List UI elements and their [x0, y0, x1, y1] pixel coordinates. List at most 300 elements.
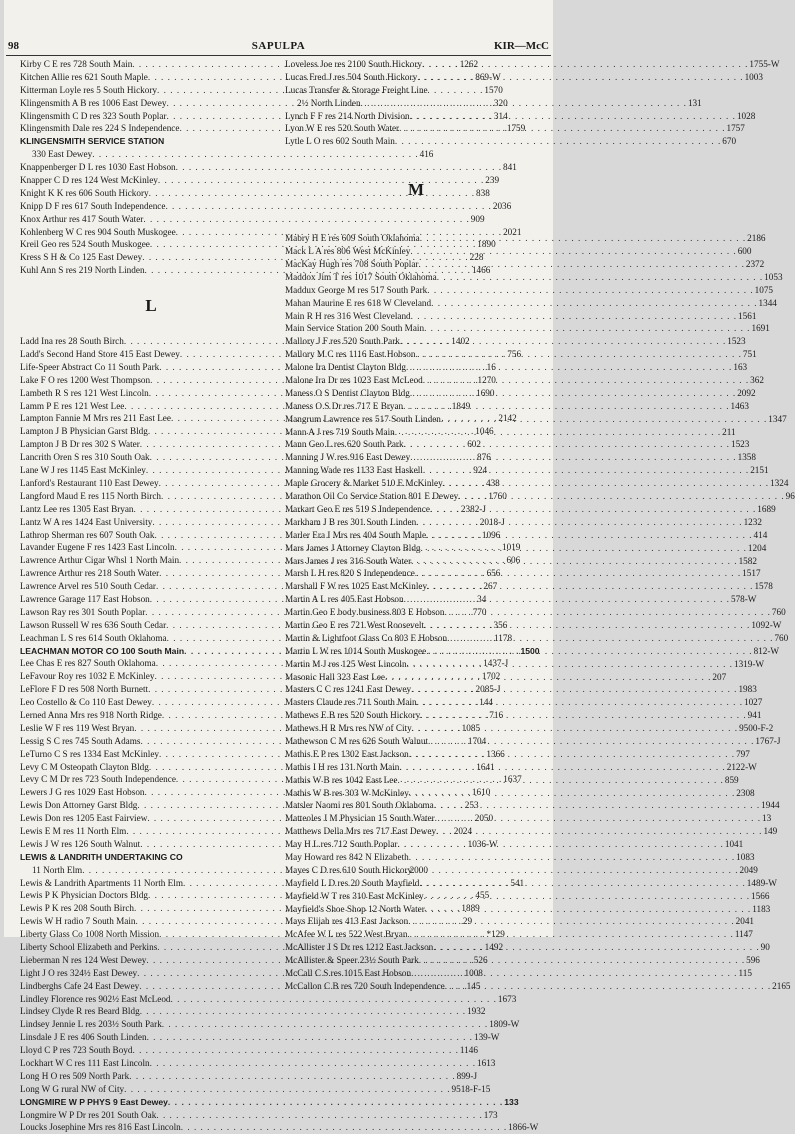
phone-number: 1613 — [477, 1058, 496, 1069]
directory-entry — [20, 1057, 496, 1070]
entry-name: Long W G rural NW of City — [20, 1083, 125, 1094]
entry-name: Lewis W H radio 7 South Main — [20, 916, 136, 927]
entry-name: Masters C C res 1241 East Dewey — [285, 684, 412, 695]
phone-number: 13 — [762, 813, 772, 824]
entry-name: Levy C M Osteopath Clayton Bldg — [20, 761, 149, 772]
entry-name: Kirby C E res 728 South Main — [20, 59, 133, 69]
directory-entry — [285, 864, 758, 877]
entry-name: KLINGENSMITH SERVICE STATION — [20, 136, 165, 147]
leader-dots — [385, 671, 711, 684]
leader-dots — [124, 1083, 450, 1096]
entry-name: Lane W J res 1145 East McKinley — [20, 465, 146, 476]
phone-number: 1755-W — [749, 59, 780, 69]
leader-dots — [424, 619, 750, 632]
leader-dots — [132, 1044, 458, 1057]
directory-entry — [285, 322, 770, 335]
entry-name: Lampton Fannie M Mrs res 211 East Lee — [20, 413, 171, 424]
entry-name: Lessig S C res 745 South Adams — [20, 735, 141, 746]
directory-entry — [285, 245, 752, 258]
leader-dots — [399, 761, 725, 774]
phone-number: 416 — [419, 149, 434, 160]
phone-number: 1889 — [461, 903, 480, 914]
leader-dots — [424, 890, 750, 903]
leader-dots — [418, 258, 744, 271]
phone-number: 1402 — [451, 336, 470, 347]
entry-name: Leachman L S res 614 South Oklahoma — [20, 632, 167, 643]
entry-name: Maple Grocery & Market 510 E McKinley — [285, 478, 443, 489]
entry-name: Mann A J res 719 South Main — [285, 426, 395, 437]
phone-number: 1183 — [752, 903, 771, 914]
entry-name: Kress S H & Co 125 East Dewey — [20, 252, 143, 263]
phone-number: 1759 — [506, 123, 526, 134]
phone-number: 2085-J — [475, 684, 501, 695]
entry-name: Loucks Josephine Mrs res 816 East Lincoln — [20, 1122, 181, 1133]
directory-entry — [285, 593, 757, 606]
page-header — [4, 40, 553, 56]
entry-name: Mathis W B res 303 W McKinley — [285, 787, 409, 798]
phone-number: 2186 — [747, 233, 766, 244]
phone-number: 1983 — [738, 684, 757, 695]
phone-number: 1270 — [477, 374, 496, 385]
right-column — [285, 58, 795, 993]
phone-number: 1046 — [475, 426, 494, 437]
phone-number: 909 — [470, 213, 485, 224]
phone-number: 1523 — [730, 439, 750, 450]
phone-number: 1324 — [770, 478, 789, 489]
entry-name: Klingensmith A B res 1006 East Dewey — [20, 97, 167, 108]
entry-name: Knox Arthur res 417 South Water — [20, 213, 144, 224]
entry-name: Mays Elijah res 413 East Jackson — [285, 916, 409, 927]
phone-number: 1358 — [737, 452, 756, 463]
phone-number: 600 — [737, 246, 752, 257]
entry-name: Lewis J W res 126 South Walnut — [20, 838, 141, 849]
entry-name: Ladd's Second Hand Store 415 East Dewey — [20, 349, 180, 360]
phone-number: 455 — [475, 890, 490, 901]
directory-entry — [285, 387, 756, 400]
phone-number: 90 — [760, 942, 770, 953]
entry-name: Marshall F W res 1025 East McKinley — [285, 581, 428, 592]
directory-entry — [20, 851, 282, 864]
directory-entry — [285, 284, 773, 297]
entry-name: Mathis E P res 1302 East Jackson — [285, 748, 409, 759]
phone-number: 1262 — [459, 59, 479, 69]
phone-number: 207 — [712, 671, 727, 682]
directory-entry — [285, 645, 780, 658]
directory-entry — [285, 903, 771, 916]
entry-name: Lytle L O res 602 South Main — [285, 136, 395, 147]
phone-number: 211 — [722, 426, 736, 437]
page-number: 98 — [8, 40, 19, 52]
phone-number: 1637 — [503, 774, 522, 785]
phone-number: 34 — [477, 593, 487, 604]
entry-name: Mathews H R Mrs res NW of City — [285, 723, 412, 734]
entry-name: Lavander Eugene F res 1423 East Lincoln — [20, 542, 175, 553]
phone-number: 163 — [733, 362, 748, 373]
phone-number: 2021 — [503, 226, 522, 237]
leader-dots — [420, 709, 746, 722]
phone-number: 541 — [510, 877, 525, 888]
leader-dots — [422, 58, 748, 71]
entry-name: Mayfield's Shoe Shop 12 North Water — [285, 903, 425, 914]
phone-number: 356 — [493, 619, 508, 630]
leader-dots — [171, 993, 497, 1006]
entry-name: Lindsey Clyde R res Beard Bldg — [20, 1006, 140, 1017]
phone-number: 1849 — [451, 400, 471, 411]
leader-dots — [410, 387, 736, 400]
entry-name: Kuhl Ann S res 219 North Linden — [20, 265, 145, 276]
entry-name: 11 North Elm — [32, 864, 83, 875]
phone-number: 2050 — [474, 813, 494, 824]
directory-entry — [285, 451, 756, 464]
entry-name: Lawrence Arthur Cigar Whsl 1 North Main — [20, 555, 180, 566]
phone-number: 1463 — [730, 400, 749, 411]
phone-number: 9500-F-2 — [739, 723, 774, 734]
directory-entry — [285, 555, 757, 568]
leader-dots — [410, 451, 736, 464]
entry-name: Long H O res 509 North Park — [20, 1070, 130, 1081]
directory-entry — [285, 722, 774, 735]
entry-name: Lancrith Oren S res 310 South Oak — [20, 452, 150, 463]
entry-name: Knapper C D res 124 West McKinley — [20, 175, 158, 186]
leader-dots — [426, 529, 752, 542]
entry-name: Lanford's Restaurant 110 East Dewey — [20, 477, 159, 488]
phone-number: 876 — [477, 452, 491, 463]
leader-dots — [415, 567, 741, 580]
entry-name: McAllister & Speer 23½ South Park — [285, 955, 419, 966]
phone-number: 1232 — [743, 516, 762, 527]
entry-name: Main Service Station 200 South Main — [285, 323, 425, 334]
entry-name: Lewis & Landrith Apartments 11 North Elm — [20, 877, 183, 888]
entry-name: Leslie W F res 119 West Bryan — [20, 722, 135, 733]
directory-entry — [285, 812, 772, 825]
leader-dots — [423, 464, 749, 477]
phone-number: 1523 — [727, 336, 746, 347]
directory-entry — [20, 200, 512, 213]
entry-name: Markham J B res 301 South Linden — [285, 516, 417, 527]
phone-number: 1028 — [736, 110, 756, 121]
phone-number: 1866-W — [508, 1122, 539, 1133]
leader-dots — [427, 580, 753, 593]
entry-name: Lantz W A res 1424 East University — [20, 516, 153, 527]
entry-name: Matsler Naomi res 801 South Oklahoma — [285, 800, 434, 811]
phone-number: 2382-J — [460, 503, 486, 514]
phone-number: 253 — [464, 800, 479, 811]
phone-number: 1944 — [761, 800, 780, 811]
entry-name: Mallory M C res 1116 East Hobson — [285, 349, 416, 360]
leader-dots — [426, 645, 752, 658]
leader-dots — [436, 825, 762, 838]
phone-number: 173 — [483, 1109, 498, 1120]
directory-entry — [285, 928, 753, 941]
phone-number: 596 — [746, 955, 760, 966]
phone-number: 1492 — [484, 942, 504, 952]
phone-number: 1036-W — [467, 838, 498, 849]
entry-name: Lucas Transfer & Storage Freight Line — [285, 84, 428, 95]
entry-name: Lawrence Arthur res 218 South Water — [20, 568, 160, 579]
directory-entry — [20, 148, 434, 161]
phone-number: 1019 — [502, 542, 521, 553]
directory-entry — [285, 426, 736, 439]
leader-dots — [435, 812, 761, 825]
leader-dots — [437, 271, 763, 284]
entry-name: Lynch F F res 214 North Division — [285, 110, 410, 121]
entry-name: Maness O S Dentist Clayton Bldg — [285, 387, 410, 398]
directory-entry — [285, 838, 744, 851]
leader-dots — [140, 1005, 466, 1018]
phone-number: 144 — [479, 697, 494, 708]
leader-dots — [412, 864, 738, 877]
directory-entry — [285, 97, 702, 110]
directory-entry — [20, 213, 485, 226]
phone-number: 1319-W — [733, 658, 765, 669]
leader-dots — [408, 915, 734, 928]
directory-entry — [20, 1070, 478, 1083]
entry-name: May H L res 712 South Poplar — [285, 839, 398, 850]
phone-number: 1053 — [764, 271, 783, 282]
phone-number: 1027 — [743, 697, 763, 708]
entry-name: 330 East Dewey — [32, 149, 93, 160]
directory-entry — [285, 799, 780, 812]
phone-number: 2036 — [492, 200, 512, 211]
directory-entry — [20, 1005, 486, 1018]
phone-number: 228 — [469, 252, 484, 263]
phone-number: 869-W — [475, 71, 501, 82]
phone-number: 1704 — [467, 735, 487, 746]
leader-dots — [447, 632, 773, 645]
leader-dots — [416, 348, 742, 361]
entry-name: McAllister J S Dr res 1212 East Jackson — [285, 942, 434, 953]
directory-entry — [285, 232, 766, 245]
leader-dots — [425, 903, 751, 916]
phone-number: 859 — [724, 774, 739, 785]
entry-name: Knight K K res 606 South Hickory — [20, 187, 149, 198]
leader-dots — [433, 941, 759, 954]
entry-name: Marsh L H res 820 S Independence — [285, 568, 415, 579]
directory-entry — [285, 348, 757, 361]
leader-dots — [411, 555, 737, 568]
entry-name: Lewis P K Physician Doctors Bldg — [20, 890, 149, 901]
phone-number: 2122-W — [726, 761, 757, 772]
entry-name: Knappenberger D L res 1030 East Hobson — [20, 162, 176, 173]
entry-name: Main R H res 316 West Cleveland — [285, 310, 411, 321]
directory-page — [4, 0, 795, 1133]
phone-number: *129 — [486, 929, 505, 940]
leader-dots — [404, 593, 730, 606]
leader-dots — [399, 122, 725, 135]
entry-name: 2½ North Linden — [297, 97, 361, 108]
entry-name: LeTurno C S res 1334 East McKinley — [20, 748, 159, 759]
directory-entry — [20, 1083, 491, 1096]
entry-name: Mayfield W T res 310 East McKinley — [285, 890, 424, 901]
phone-number: 1178 — [494, 632, 513, 643]
directory-entry — [20, 161, 517, 174]
entry-name: Mallory J F res 520 South Park — [285, 336, 400, 347]
phone-number: 797 — [736, 748, 750, 759]
directory-entry — [285, 567, 761, 580]
phone-number: 1083 — [736, 851, 755, 862]
phone-number: 1582 — [738, 555, 757, 566]
directory-entry — [285, 915, 755, 928]
directory-entry — [285, 954, 760, 967]
leader-dots — [409, 851, 735, 864]
directory-entry — [285, 619, 782, 632]
phone-number: 1689 — [757, 503, 776, 514]
directory-entry — [285, 735, 781, 748]
entry-name: Mack L A res 806 West McKinley — [285, 246, 411, 257]
leader-dots — [411, 683, 737, 696]
entry-name: Lake F O res 1200 West Thompson — [20, 374, 151, 385]
entry-name: Kohlenberg W C res 904 South Muskogee — [20, 226, 176, 237]
entry-name: Mayes C D res 610 South Hickory — [285, 864, 413, 875]
phone-number: 656 — [486, 568, 501, 579]
entry-name: Lamm P E res 121 West Lee — [20, 400, 125, 411]
leader-dots — [434, 799, 760, 812]
directory-entry — [285, 787, 755, 800]
leader-dots — [445, 980, 771, 993]
directory-entry — [285, 683, 757, 696]
phone-number: 841 — [503, 162, 517, 173]
phone-number: 1561 — [738, 310, 757, 321]
phone-number: 1570 — [484, 84, 503, 95]
leader-dots — [427, 284, 753, 297]
phone-number: 2165 — [772, 980, 791, 991]
entry-name: Loveless Joe res 2100 South Hickory — [285, 59, 423, 69]
entry-name: Lockhart W C res 111 East Lincoln — [20, 1058, 150, 1069]
entry-name: May Howard res 842 N Elizabeth — [285, 851, 409, 862]
directory-entry — [285, 748, 750, 761]
phone-number: 2142 — [498, 413, 517, 424]
directory-entry — [20, 993, 517, 1006]
phone-number: 29 — [462, 916, 473, 927]
phone-number: 1147 — [734, 929, 753, 940]
entry-name: Lyon W E res 520 South Water — [285, 123, 400, 134]
phone-number: 131 — [687, 97, 702, 108]
directory-entry — [285, 438, 750, 451]
entry-name: Mahan Maurine E res 618 W Cleveland — [285, 297, 432, 308]
entry-list-l-cont — [285, 58, 780, 148]
leader-dots — [412, 722, 738, 735]
leader-dots — [431, 297, 757, 310]
directory-entry — [285, 335, 746, 348]
entry-name: McCallon C B res 720 South Independence — [285, 980, 445, 991]
entry-name: Knipp D F res 617 South Independence — [20, 200, 166, 211]
phone-number: 2000 — [409, 864, 428, 875]
phone-number: 602 — [467, 439, 481, 450]
phone-number: 2041 — [735, 916, 755, 927]
entry-name: Lindley Florence res 902½ East McLeod — [20, 993, 171, 1004]
phone-number: 1809-W — [489, 1019, 520, 1030]
directory-entry — [285, 632, 789, 645]
entry-name: Manning J W res 916 East Dewey — [285, 452, 411, 463]
directory-entry — [20, 1031, 500, 1044]
directory-entry — [285, 71, 763, 84]
entry-name: Ladd Ina res 28 South Birch — [20, 336, 124, 347]
entry-name: Kitterman Loyle res 5 South Hickory — [20, 84, 158, 95]
directory-entry — [285, 696, 763, 709]
entry-name: Mathews E B res 520 South Hickory — [285, 710, 421, 721]
phone-number: 1610 — [471, 787, 491, 798]
header-rule — [6, 55, 551, 56]
leader-dots — [397, 838, 723, 851]
directory-entry — [285, 851, 755, 864]
leader-dots — [441, 413, 767, 426]
directory-entry — [285, 490, 795, 503]
phone-number: 2308 — [736, 787, 755, 798]
entry-name: Martin M J res 125 West Lincoln — [285, 658, 407, 669]
phone-number: 756 — [507, 349, 522, 360]
directory-entry — [285, 464, 769, 477]
phone-number: 320 — [493, 97, 508, 108]
leader-dots — [458, 490, 784, 503]
phone-number: 115 — [738, 968, 752, 978]
entry-name: Lampton J B Physician Garst Bldg — [20, 426, 148, 437]
entry-name: Martin Geo E res 721 West Roosevelt — [285, 619, 424, 630]
leader-dots — [420, 232, 746, 245]
leader-dots — [168, 1096, 503, 1109]
leader-dots — [129, 1070, 455, 1083]
leader-dots — [403, 400, 729, 413]
entry-name: Maness O S Dr res 717 E Bryan — [285, 400, 404, 411]
phone-number: 267 — [483, 581, 498, 592]
entry-name: Mann Geo L res 620 South Park — [285, 439, 404, 450]
directory-entry — [285, 658, 765, 671]
phone-number: 670 — [722, 136, 737, 147]
leader-dots — [395, 426, 721, 439]
phone-number: 149 — [763, 826, 778, 837]
entry-list-m — [285, 232, 795, 993]
phone-number: 1041 — [724, 839, 744, 850]
entry-name: Mabry H E res 609 South Oklahoma — [285, 233, 420, 244]
leader-dots — [156, 1109, 482, 1122]
leader-dots — [410, 245, 736, 258]
leader-dots — [419, 954, 745, 967]
directory-entry — [285, 516, 762, 529]
entry-name: Lampton J B Dr res 302 S Water — [20, 439, 140, 450]
phone-number: 133 — [504, 1096, 519, 1107]
phone-number: 145 — [466, 980, 481, 991]
entry-name: Mangrum Lawrence res 517 South Linden — [285, 413, 441, 424]
directory-entry — [285, 941, 770, 954]
directory-entry — [20, 1018, 520, 1031]
phone-number: 1890 — [477, 239, 496, 250]
leader-dots — [361, 97, 687, 110]
leader-dots — [409, 787, 735, 800]
entry-name: Malone Ira Dentist Clayton Bldg — [285, 362, 406, 373]
entry-name: Lee Chas E res 827 South Oklahoma — [20, 658, 156, 669]
directory-entry — [20, 1121, 539, 1134]
phone-number: 1691 — [751, 323, 770, 334]
phone-number: 526 — [473, 954, 488, 965]
directory-entry — [285, 761, 757, 774]
phone-number: 139-W — [473, 1032, 500, 1043]
directory-entry — [285, 774, 739, 787]
entry-name: Mars James J Attorney Clayton Bldg — [285, 542, 421, 553]
phone-number: 2372 — [745, 259, 765, 270]
leader-dots — [410, 110, 736, 123]
entry-name: Matteoles J M Physician 15 South Water — [285, 813, 435, 824]
directory-entry — [285, 580, 773, 593]
entry-name: Linsdale J E res 406 South Linden — [20, 1032, 147, 1043]
entry-name: Klingensmith C D res 323 South Poplar — [20, 110, 167, 121]
phone-number: 751 — [742, 349, 757, 360]
directory-entry — [285, 297, 777, 310]
entry-name: Liberty Glass Co 1008 North Mission — [20, 929, 160, 940]
entry-name: LeFavour Roy res 1032 E McKinley — [20, 671, 155, 682]
leader-dots — [150, 1057, 476, 1070]
phone-number: 1347 — [768, 413, 787, 424]
entry-name: Lewers J G res 1029 East Hobson — [20, 787, 145, 798]
phone-number: 2024 — [453, 825, 473, 836]
